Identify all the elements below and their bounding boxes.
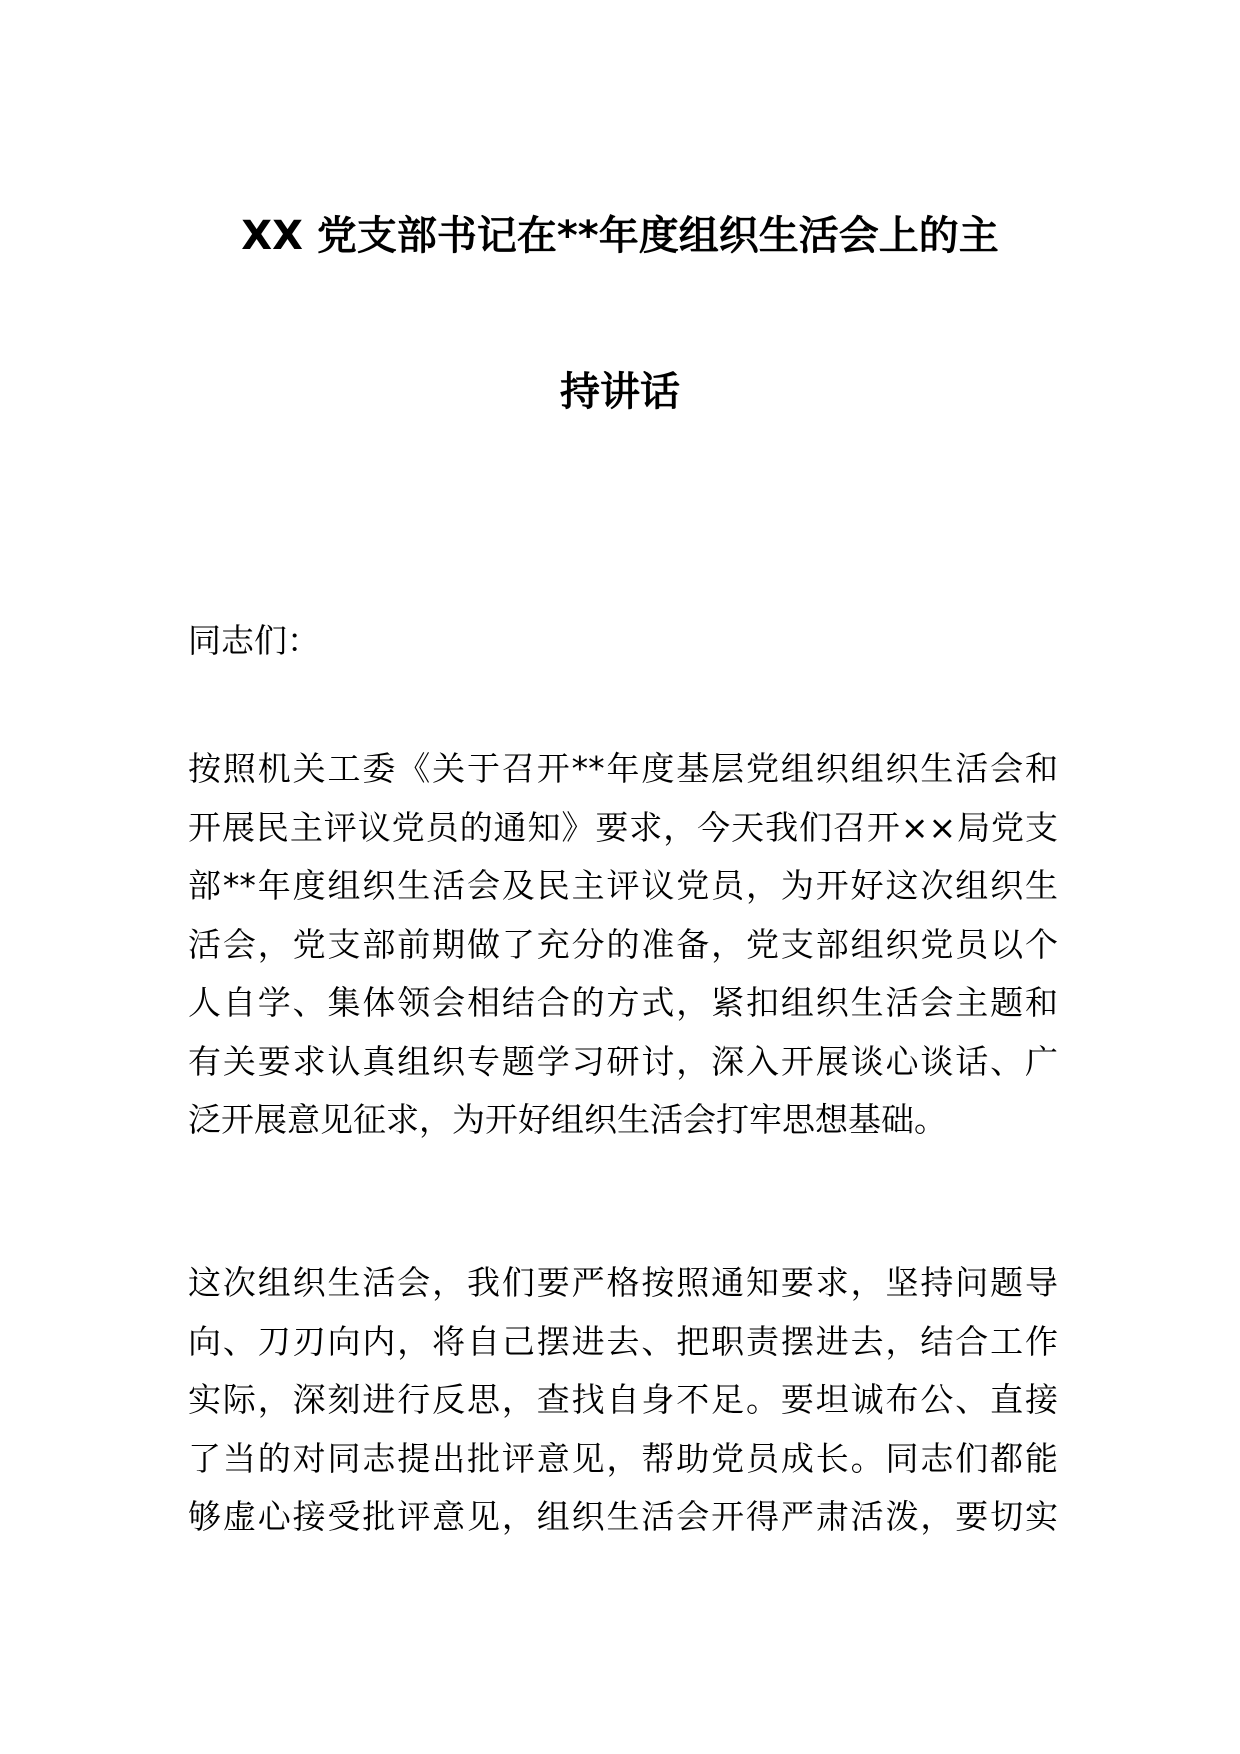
paragraph-line: 了当的对同志提出批评意见，帮助党员成长。同志们都能 <box>188 1438 1058 1478</box>
paragraph-line: 有关要求认真组织专题学习研讨，深入开展谈心谈话、广 <box>188 1041 1058 1081</box>
paragraph-line: 够虚心接受批评意见，组织生活会开得严肃活泼，要切实 <box>188 1497 1058 1536</box>
paragraph-line: 按照机关工委《关于召开**年度基层党组织组织生活会和 <box>188 749 1058 788</box>
paragraph-line: 部**年度组织生活会及民主评议党员，为开好这次组织生 <box>188 866 1058 905</box>
document-title-line-2: 持讲话 <box>560 369 680 415</box>
document-title-line-1: XX 党支部书记在**年度组织生活会上的主 <box>241 213 999 259</box>
paragraph-line: 这次组织生活会，我们要严格按照通知要求，坚持问题导 <box>188 1263 1058 1302</box>
paragraph-line: 活会，党支部前期做了充分的准备，党支部组织党员以个 <box>188 924 1058 964</box>
salutation: 同志们： <box>188 621 320 660</box>
paragraph-line: 开展民主评议党员的通知》要求，今天我们召开××局党支 <box>188 807 1058 847</box>
paragraph-line: 泛开展意见征求，为开好组织生活会打牢思想基础。 <box>188 1100 947 1139</box>
paragraph-1 <box>188 740 1058 1150</box>
paragraph-line: 向、刀刃向内，将自己摆进去、把职责摆进去，结合工作 <box>188 1321 1058 1361</box>
paragraph-line: 人自学、集体领会相结合的方式，紧扣组织生活会主题和 <box>188 983 1058 1022</box>
paragraph-line: 实际，深刻进行反思，查找自身不足。要坦诚布公、直接 <box>188 1380 1058 1419</box>
paragraph-2 <box>188 1254 1058 1547</box>
